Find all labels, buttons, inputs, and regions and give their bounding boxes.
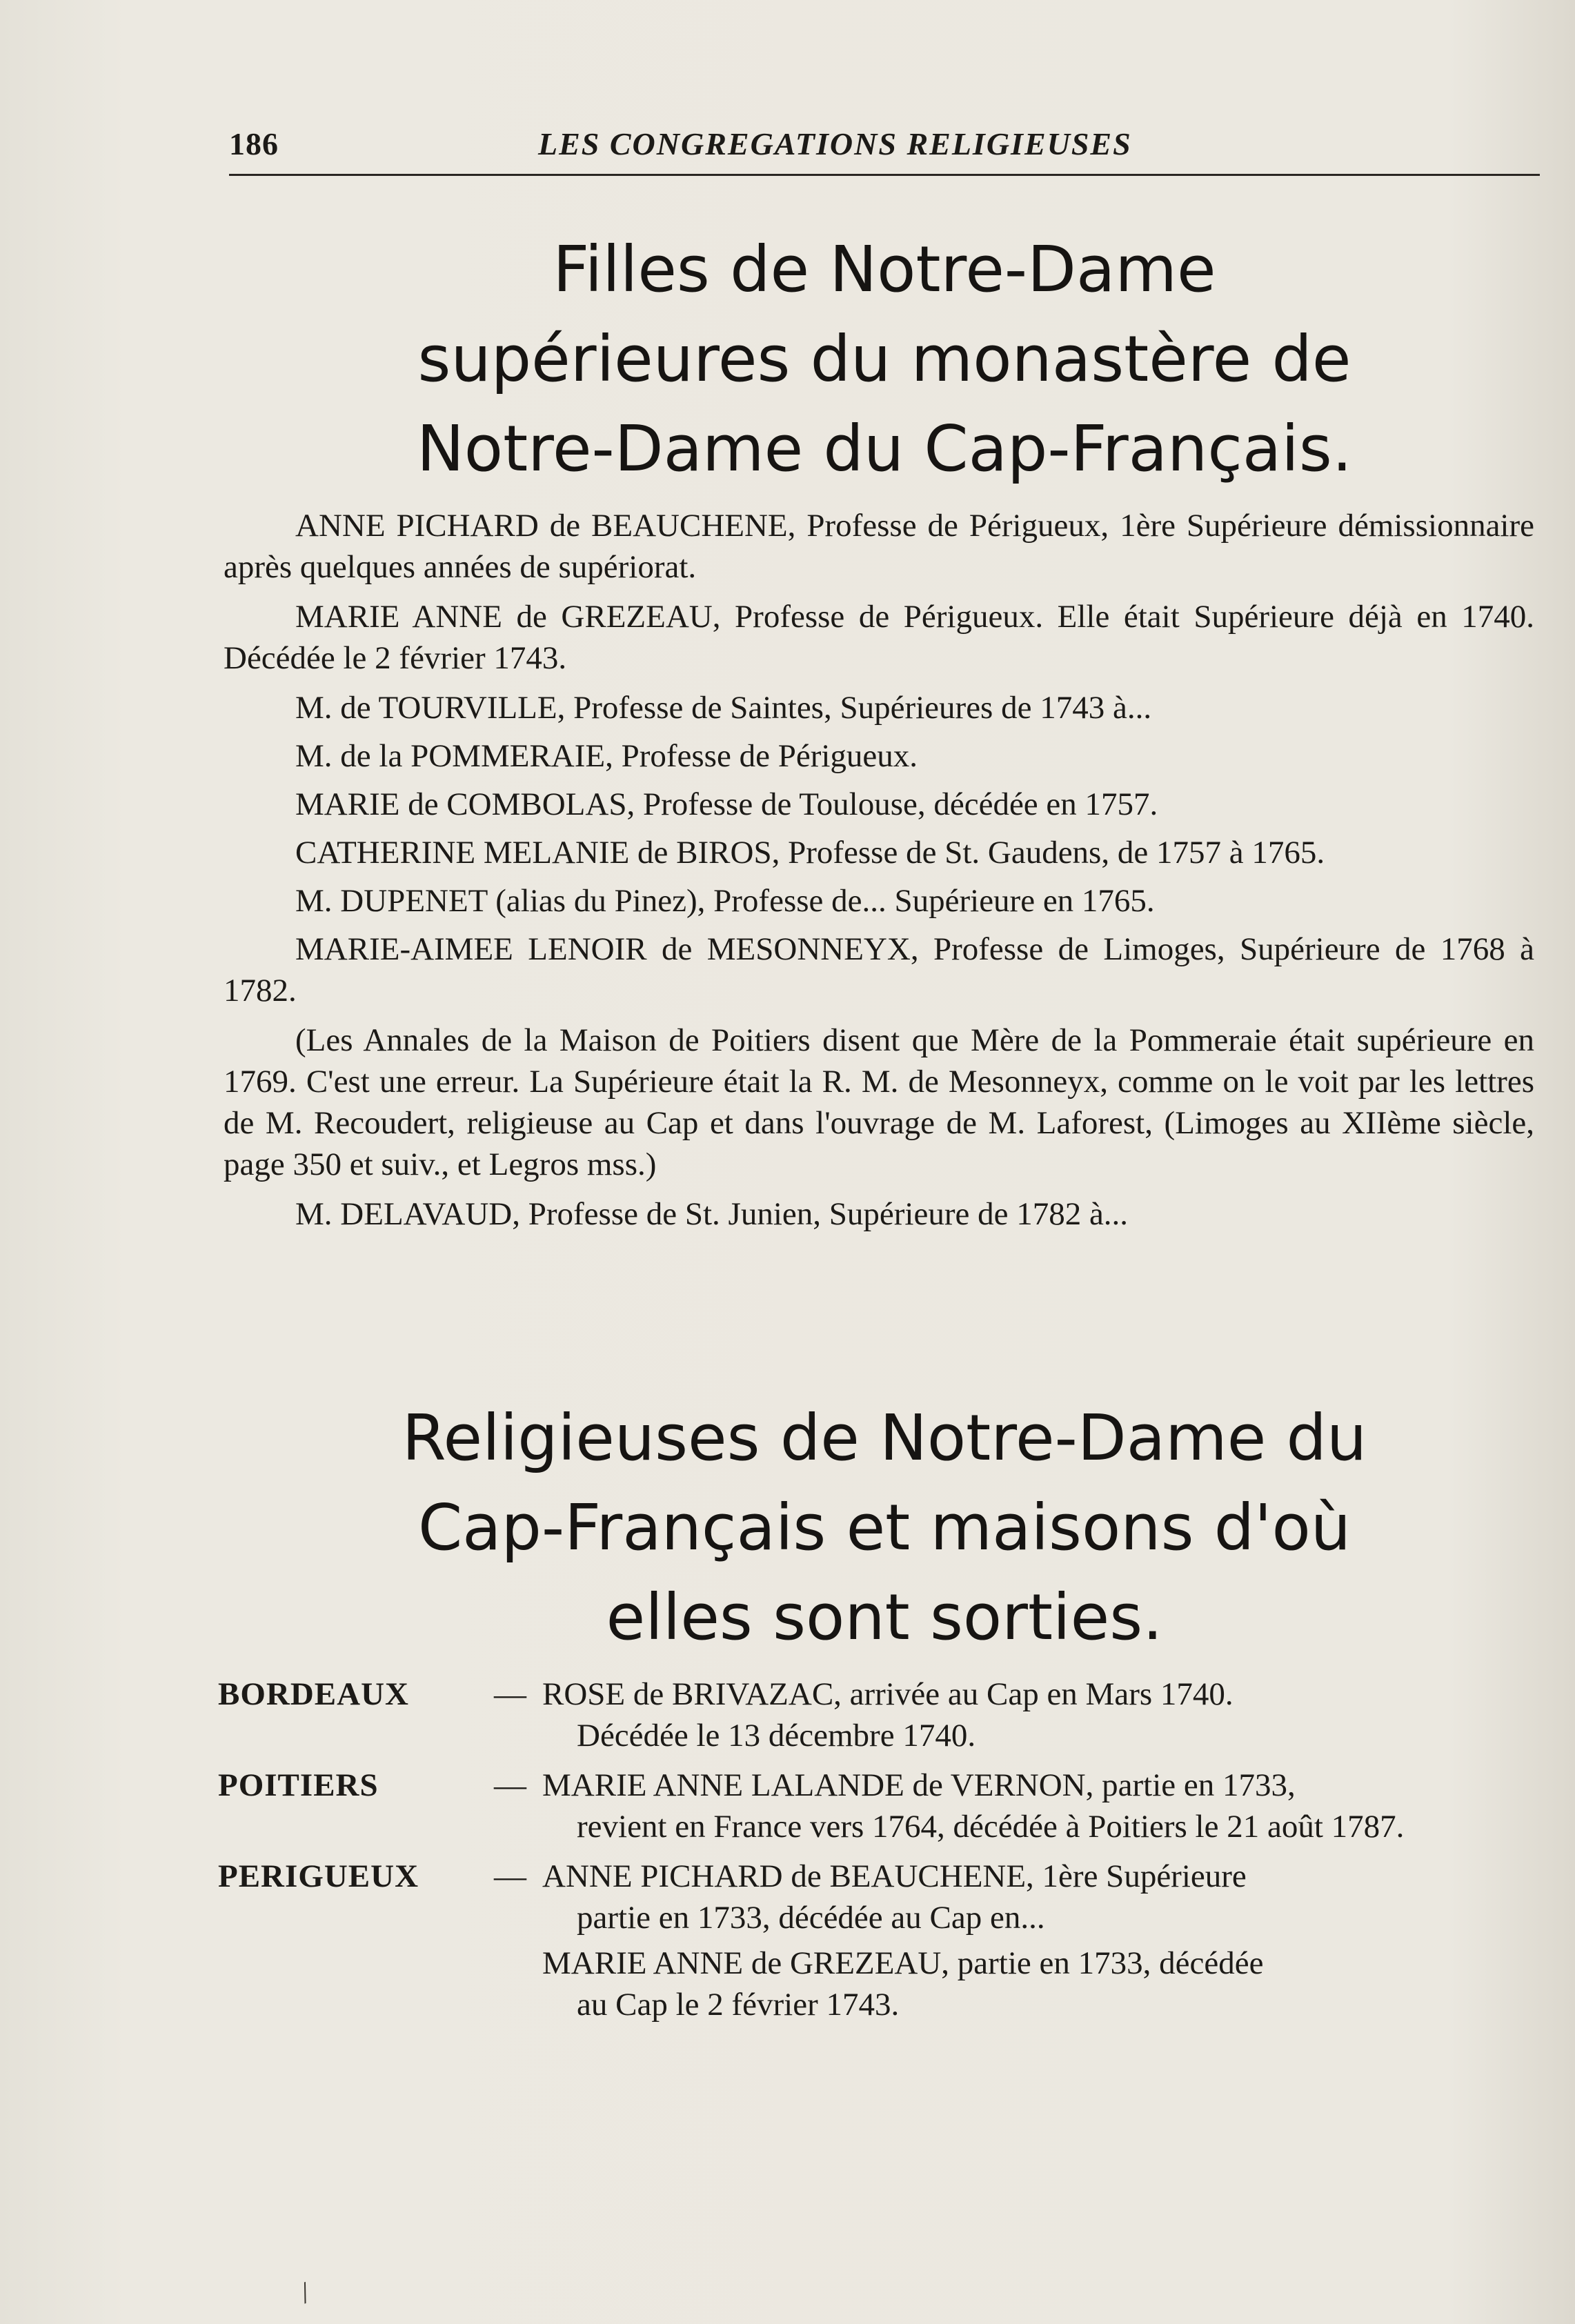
house-name: PERIGUEUX xyxy=(218,1858,419,1894)
house-poitiers xyxy=(218,1765,1534,1847)
religieuse-entry xyxy=(542,1943,1534,2025)
religieuse-entry xyxy=(494,1765,1534,1847)
list-entry: M. de la POMMERAIE, Professe de Périgueux. xyxy=(295,738,918,774)
entry-continuation: Décédée le 13 décembre 1740. xyxy=(577,1718,976,1754)
title-line: elles sont sorties. xyxy=(606,1580,1163,1654)
section-title-superieures xyxy=(229,225,1540,494)
house-perigueux xyxy=(218,1856,1534,2025)
title-line: supérieures du monastère de xyxy=(417,322,1351,396)
title-line: Filles de Notre-Dame xyxy=(553,232,1216,306)
house-bordeaux xyxy=(218,1674,1534,1756)
list-entry: MARIE-AIMEE LENOIR de MESONNEYX, Professe de Limoges, Supérieure de 1768 à 1782. xyxy=(224,931,1534,1009)
note-paragraph: (Les Annales de la Maison de Poitiers disent que Mère de la Pommeraie était supérieure en 1769. C'est une erreur. La Supérieure était la R. M. de Mesonneyx, comme on le voit par les lettres de M. Recoudert, religieuse au Cap et dans l'ouvrage de M. Laforest, (Limoges au XIIème siècle, page 350 et suiv., et Legros mss.) xyxy=(224,1022,1534,1182)
entry-first-line: MARIE ANNE LALANDE de VERNON, partie en 1733, xyxy=(542,1767,1296,1803)
dash: — xyxy=(494,1767,526,1803)
pencil-mark: / xyxy=(295,2275,315,2310)
religieuse-entry xyxy=(494,1856,1534,1938)
list-entry: M. DUPENET (alias du Pinez), Professe de... Supérieure en 1765. xyxy=(295,883,1155,919)
running-title: LES CONGREGATIONS RELIGIEUSES xyxy=(538,126,1132,161)
list-entry: M. de TOURVILLE, Professe de Saintes, Supérieures de 1743 à... xyxy=(295,690,1152,726)
dash: — xyxy=(494,1858,526,1894)
entry-first-line: MARIE ANNE de GREZEAU, partie en 1733, décédée xyxy=(542,1945,1264,1981)
title-line: Cap-Français et maisons d'où xyxy=(417,1491,1351,1565)
religieuse-entry xyxy=(494,1674,1534,1756)
list-entry: MARIE ANNE de GREZEAU, Professe de Périgueux. Elle était Supérieure déjà en 1740. Décédée le 2 février 1743. xyxy=(224,599,1534,676)
title-line: Religieuses de Notre-Dame du xyxy=(402,1401,1367,1475)
running-header xyxy=(229,119,1540,176)
entry-continuation: revient en France vers 1764, décédée à Poitiers le 21 août 1787. xyxy=(577,1809,1405,1845)
section-title-religieuses xyxy=(229,1393,1540,1662)
superieures-list xyxy=(224,505,1534,1243)
list-entry: CATHERINE MELANIE de BIROS, Professe de St. Gaudens, de 1757 à 1765. xyxy=(295,835,1325,871)
entry-first-line: ROSE de BRIVAZAC, arrivée au Cap en Mars 1740. xyxy=(542,1676,1234,1712)
house-name: BORDEAUX xyxy=(218,1676,409,1712)
list-entry: M. DELAVAUD, Professe de St. Junien, Supérieure de 1782 à... xyxy=(295,1196,1129,1232)
dash: — xyxy=(494,1676,526,1712)
entry-continuation: partie en 1733, décédée au Cap en... xyxy=(577,1900,1045,1936)
houses-list xyxy=(218,1674,1534,2034)
house-name: POITIERS xyxy=(218,1767,379,1803)
list-entry: MARIE de COMBOLAS, Professe de Toulouse, décédée en 1757. xyxy=(295,786,1158,822)
page-number: 186 xyxy=(229,126,279,161)
list-entry: ANNE PICHARD de BEAUCHENE, Professe de Périgueux, 1ère Supérieure démissionnaire après quelques années de supériorat. xyxy=(224,508,1534,585)
entry-continuation: au Cap le 2 février 1743. xyxy=(577,1987,900,2023)
title-line: Notre-Dame du Cap-Français. xyxy=(416,412,1353,486)
entry-first-line: ANNE PICHARD de BEAUCHENE, 1ère Supérieure xyxy=(542,1858,1247,1894)
